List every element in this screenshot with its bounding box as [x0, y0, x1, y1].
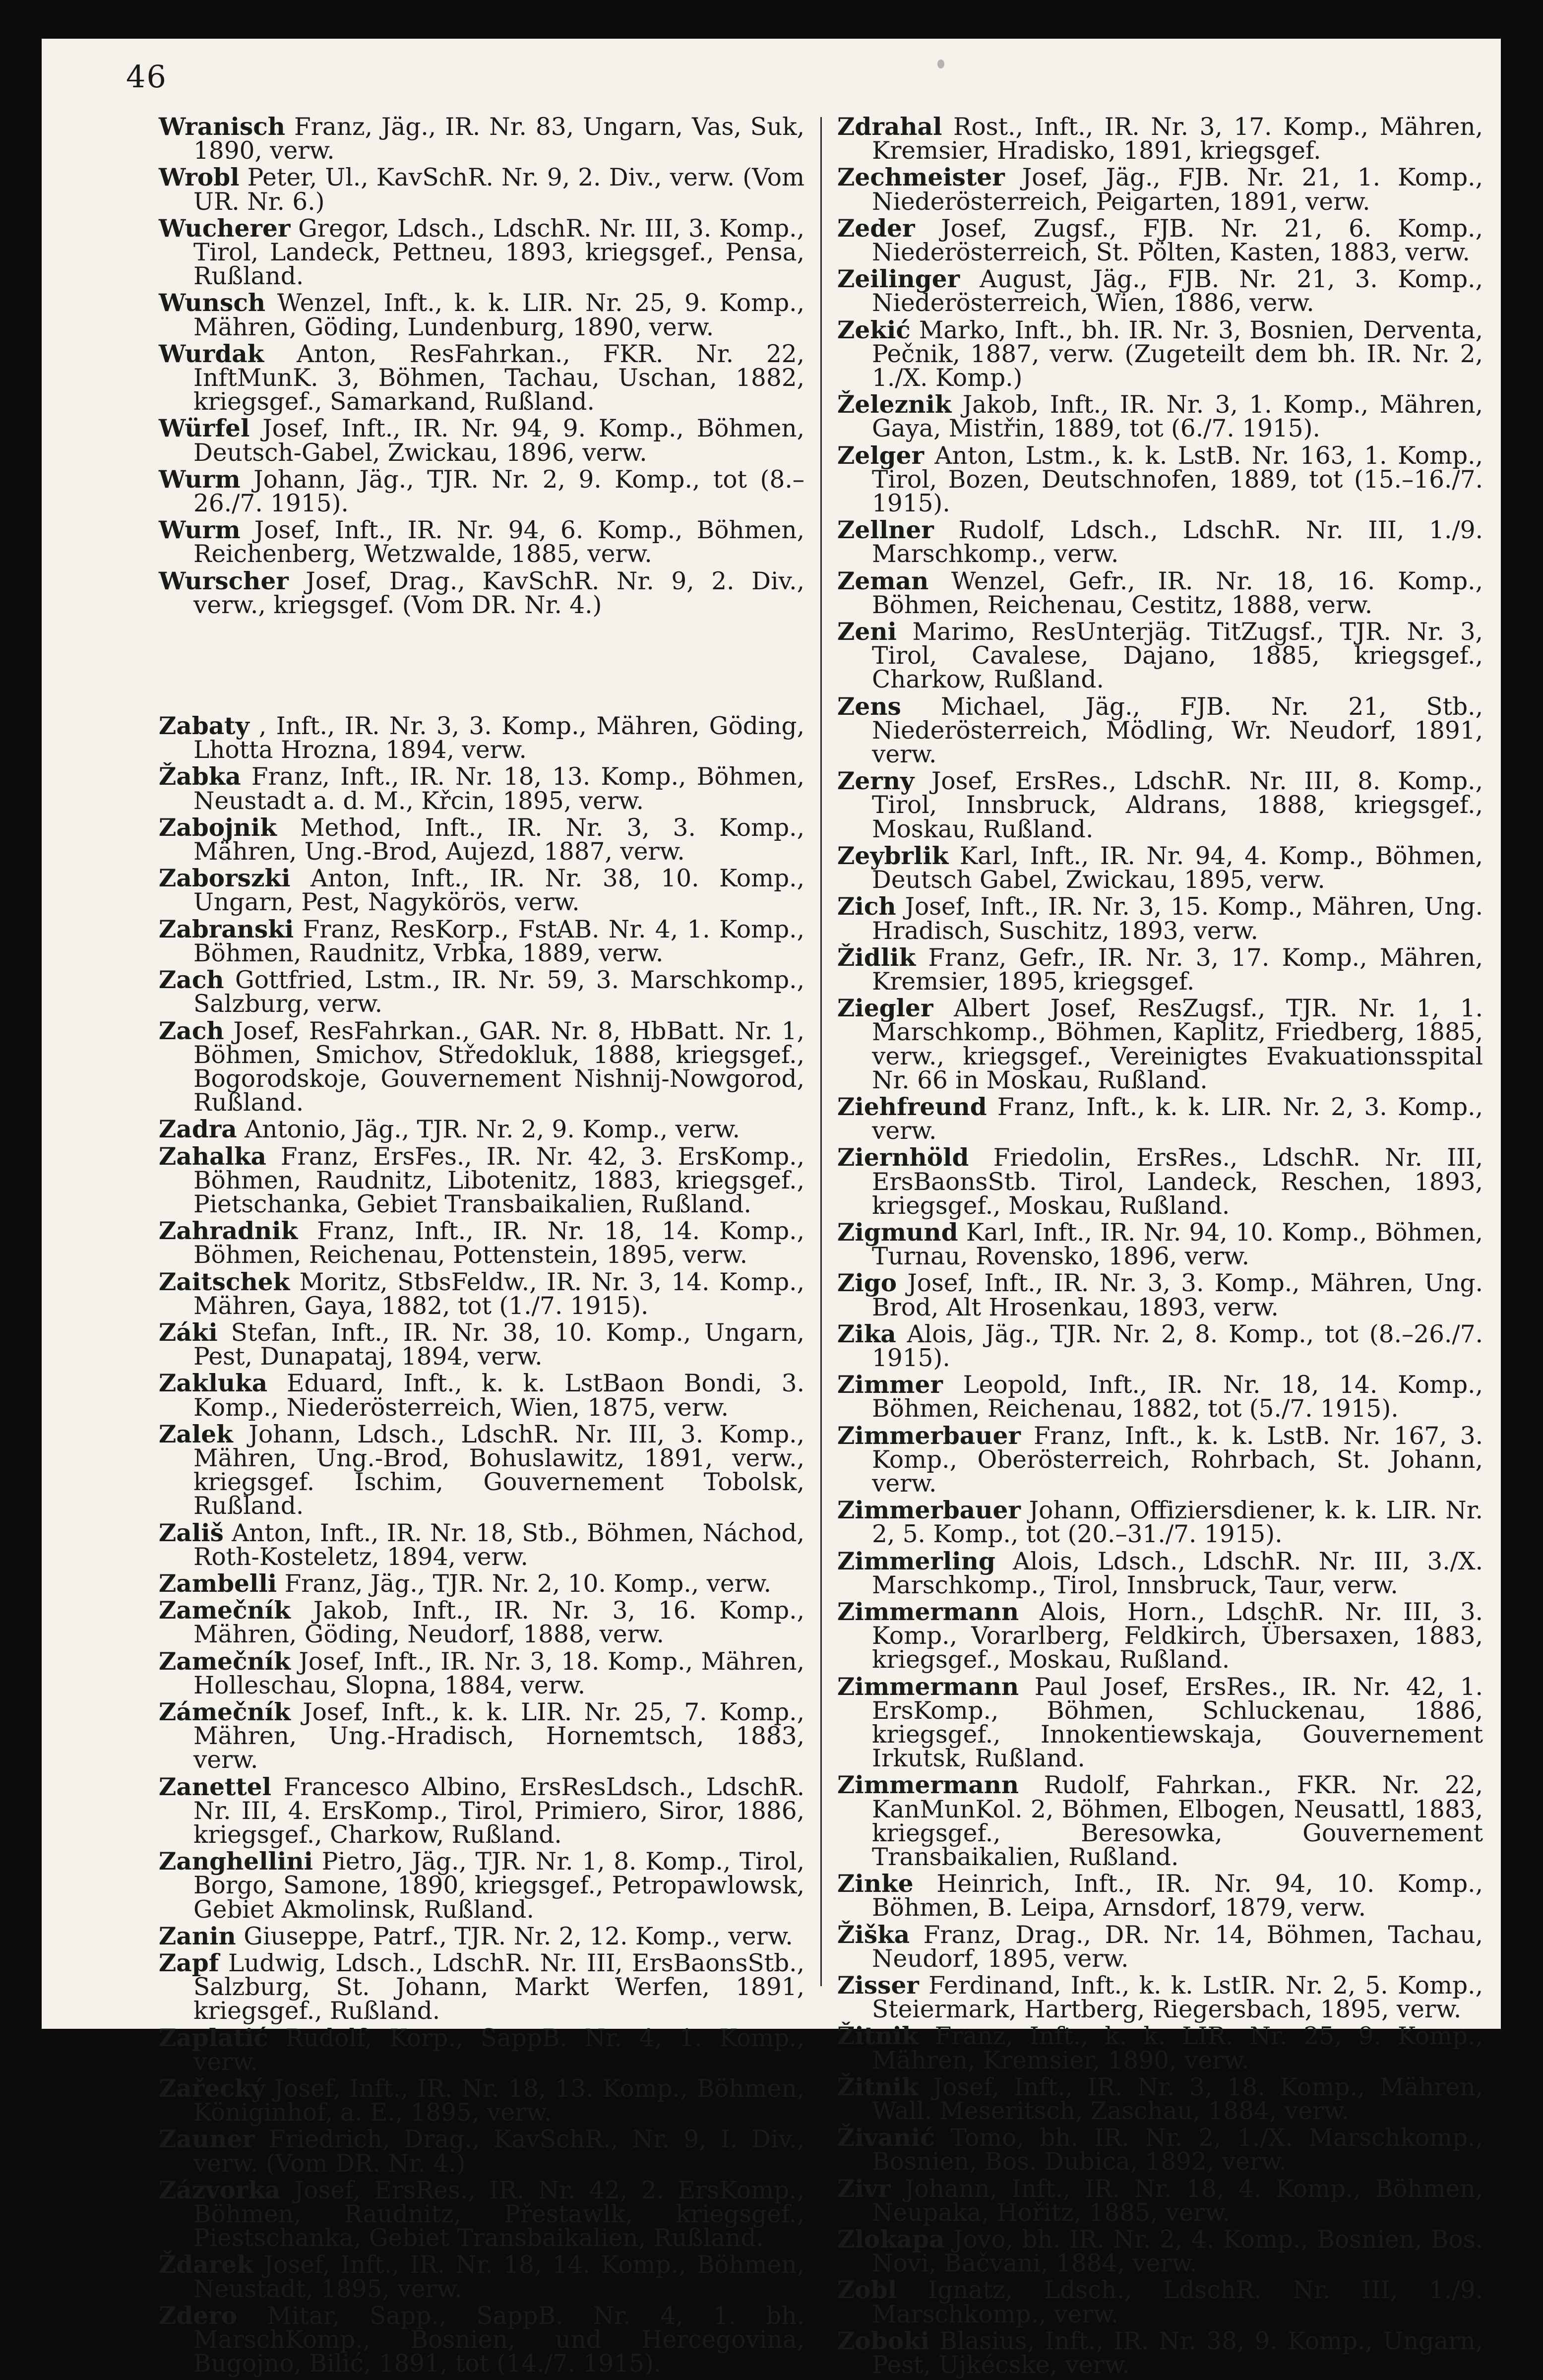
entry-surname: Zechmeister: [837, 163, 1005, 192]
entry-surname: Wurscher: [159, 566, 289, 595]
entry-surname: Zoboki: [837, 2326, 930, 2355]
casualty-entry: [837, 1672, 1483, 1773]
entry-details: Josef, Inft., IR. Nr. 3, 3. Komp., Mähren, Ung. Brod, Alt Hrosenkau, 1893, verw.: [872, 1269, 1483, 1321]
entry-details: Franz, Inft., IR. Nr. 18, 13. Komp., Böhmen, Neustadt a. d. M., Křcin, 1895, verw.: [193, 763, 804, 815]
entry-surname: Zaplatić: [159, 2023, 268, 2052]
entry-surname: Zimmerling: [837, 1547, 995, 1575]
casualty-entry: [837, 2072, 1483, 2126]
entry-details: Franz, Inft., k. k. LIR. Nr. 2, 3. Komp., verw.: [872, 1093, 1483, 1145]
casualty-entry: [837, 1920, 1483, 1973]
entry-details: Leopold, Inft., IR. Nr. 18, 14. Komp., Böhmen, Reichenau, 1882, tot (5./7. 1915).: [872, 1371, 1483, 1423]
entry-details: Gregor, Ldsch., LdschR. Nr. III, 3. Komp., Tirol, Landeck, Pettneu, 1893, kriegsgef., Pensa, Rußland.: [193, 214, 804, 291]
casualty-entry: [837, 1496, 1483, 1549]
entry-details: Method, Inft., IR. Nr. 3, 3. Komp., Mähren, Ung.-Brod, Aujezd, 1887, verw.: [193, 814, 804, 866]
casualty-entry: [837, 692, 1483, 769]
entry-surname: Zivr: [837, 2174, 891, 2203]
entry-surname: Wunsch: [159, 289, 266, 317]
casualty-entry: [159, 1420, 804, 1520]
entry-details: Wenzel, Inft., k. k. LIR. Nr. 25, 9. Komp., Mähren, Göding, Lundenburg, 1890, verw.: [193, 289, 804, 341]
entry-surname: Zach: [159, 966, 224, 995]
casualty-entry: [159, 414, 804, 467]
entry-surname: Zigo: [837, 1269, 897, 1298]
entry-surname: Zamečník: [159, 1647, 291, 1676]
casualty-entry: [159, 339, 804, 416]
entry-surname: Ziegler: [837, 994, 933, 1023]
entry-details: Josef, Inft., IR. Nr. 3, 18. Komp., Mähren, Holleschau, Slopna, 1884, verw.: [193, 1647, 804, 1699]
entry-surname: Zabranski: [159, 915, 294, 943]
entry-surname: Zdrahal: [837, 113, 942, 141]
casualty-entry: [837, 620, 1483, 692]
entry-surname: Zeman: [837, 566, 929, 595]
entry-surname: Zimmermann: [837, 1672, 1019, 1701]
entry-surname: Zanghellini: [159, 1847, 313, 1876]
casualty-entry: [837, 1271, 1483, 1319]
casualty-entry: [837, 2278, 1483, 2326]
entry-surname: Zerny: [837, 767, 915, 796]
casualty-entry: [837, 1597, 1483, 1674]
entry-surname: Zapf: [159, 1949, 219, 1978]
casualty-entry: [159, 1142, 804, 1218]
entry-surname: Zabaty: [159, 712, 249, 741]
right-column: [837, 115, 1483, 2380]
entry-details: Josef, Inft., k. k. LIR. Nr. 25, 7. Komp., Mähren, Ung.-Hradisch, Hornemtsch, 1883, verw.: [193, 1698, 804, 1774]
entry-details: Ferdinand, Inft., k. k. LstIR. Nr. 2, 5. Komp., Steiermark, Hartberg, Riegersbach, 1895, verw.: [872, 1972, 1483, 2024]
entry-details: Heinrich, Inft., IR. Nr. 94, 10. Komp., Böhmen, B. Leipa, Arnsdorf, 1879, verw.: [872, 1870, 1483, 1922]
casualty-entry: [837, 1218, 1483, 1271]
entry-surname: Zanin: [159, 1922, 236, 1950]
casualty-entry: [159, 1318, 804, 1371]
casualty-entry: [159, 465, 804, 518]
entry-surname: Zich: [837, 892, 896, 921]
entry-details: Josef, Drag., KavSchR. Nr. 9, 2. Div., verw., kriegsgef. (Vom DR. Nr. 4.): [193, 567, 804, 619]
entry-details: Josef, ErsRes., IR. Nr. 42, 2. ErsKomp., Böhmen, Raudnitz, Přestawlk, kriegsgef., Piestschanka, Gebiet Transbaikalien, Rußland.: [193, 2176, 804, 2253]
ink-speck: [937, 60, 944, 68]
casualty-entry: [159, 2125, 804, 2178]
entry-surname: Zimmerbauer: [837, 1421, 1021, 1450]
entry-surname: Zadra: [159, 1115, 237, 1144]
casualty-entry: [837, 2126, 1483, 2174]
entry-details: Antonio, Jäg., TJR. Nr. 2, 9. Komp., verw.: [237, 1116, 741, 1144]
entry-surname: Zališ: [159, 1518, 224, 1547]
casualty-entry: [159, 1518, 804, 1571]
entry-surname: Zinke: [837, 1870, 914, 1898]
entry-surname: Žabka: [159, 762, 241, 791]
entry-details: Josef, Inft., IR. Nr. 18, 13. Komp., Böhmen, Königinhof, a. E., 1895, verw.: [193, 2075, 804, 2127]
entry-details: August, Jäg., FJB. Nr. 21, 3. Komp., Niederösterreich, Wien, 1886, verw.: [872, 265, 1483, 317]
section-gap: [159, 620, 804, 714]
entry-surname: Zigmund: [837, 1218, 958, 1247]
entry-details: Paul Josef, ErsRes., IR. Nr. 42, 1. ErsKomp., Böhmen, Schluckenau, 1886, kriegsgef., Innokentiewskaja, Gouvernement Irkutsk, Rußland.: [872, 1673, 1483, 1773]
entry-surname: Zeni: [837, 618, 897, 646]
entry-details: Marko, Inft., bh. IR. Nr. 3, Bosnien, Derventa, Pečnik, 1887, verw. (Zugeteilt dem bh. IR. Nr. 2, 1./X. Komp.): [872, 316, 1483, 392]
casualty-entry: [837, 1143, 1483, 1220]
entry-details: Josef, Inft., IR. Nr. 94, 9. Komp., Böhmen, Deutsch-Gabel, Zwickau, 1896, verw.: [193, 415, 804, 467]
entry-details: Franz, ResKorp., FstAB. Nr. 4, 1. Komp., Böhmen, Raudnitz, Vrbka, 1889, verw.: [193, 915, 804, 967]
entry-details: Franz, Jäg., IR. Nr. 83, Ungarn, Vas, Suk, 1890, verw.: [193, 113, 804, 165]
page-number: 46: [126, 59, 167, 95]
casualty-entry: [837, 2326, 1483, 2380]
entry-details: Marimo, ResUnterjäg. TitZugsf., TJR. Nr. 3, Tirol, Cavalese, Dajano, 1885, kriegsgef., Charkow, Rußland.: [872, 618, 1483, 694]
entry-details: Josef, Zugsf., FJB. Nr. 21, 6. Komp., Niederösterreich, St. Pölten, Kasten, 1883, verw.: [872, 214, 1483, 267]
casualty-entry: [837, 2225, 1483, 2278]
entry-surname: Wranisch: [159, 113, 286, 141]
entry-details: Anton, ResFahrkan., FKR. Nr. 22, InftMunK. 3, Böhmen, Tachau, Uschan, 1882, kriegsgef., Samarkand, Rußland.: [193, 340, 804, 416]
entry-details: Mitar, Sapp., SappB. Nr. 4, 1. bh. MarschKomp., Bosnien, und Hercegovina, Bugojno, Bilić, 1891, tot (14./7. 1915).: [193, 2302, 804, 2378]
entry-details: Franz, Inft., IR. Nr. 18, 14. Komp., Böhmen, Reichenau, Pottenstein, 1895, verw.: [193, 1217, 804, 1269]
entry-details: Anton, Inft., IR. Nr. 38, 10. Komp., Ungarn, Pest, Nagykörös, verw.: [193, 865, 804, 917]
entry-surname: Zeilinger: [837, 265, 960, 294]
casualty-entry: [159, 1219, 804, 1267]
entry-details: Tomo, bh. IR. Nr. 2, 1./X. Marschkomp., Bosnien, Bos. Dubica, 1892, verw.: [872, 2124, 1483, 2176]
casualty-entry: [837, 214, 1483, 267]
left-column: [159, 115, 804, 2379]
casualty-entry: [159, 762, 804, 815]
entry-details: Johann, Offiziersdiener, k. k. LIR. Nr. 2, 5. Komp., tot (20.–31./7. 1915).: [872, 1497, 1483, 1549]
casualty-entry: [159, 518, 804, 566]
entry-surname: Zimmerbauer: [837, 1496, 1021, 1525]
casualty-entry: [159, 2301, 804, 2378]
casualty-entry: [837, 769, 1483, 841]
entry-details: Josef, Inft., IR. Nr. 3, 15. Komp., Mähren, Ung. Hradisch, Suschitz, 1893, verw.: [872, 893, 1483, 945]
entry-details: Josef, Inft., IR. Nr. 3, 18. Komp., Mähren, Wall. Meseritsch, Zaschau, 1884, verw.: [872, 2073, 1483, 2126]
casualty-entry: [837, 315, 1483, 392]
entry-details: Ludwig, Ldsch., LdschR. Nr. III, ErsBaonsStb., Salzburg, St. Johann, Markt Werfen, 1891, kriegsgef., Rußland.: [193, 1949, 804, 2025]
entry-surname: Zaborszki: [159, 864, 291, 893]
casualty-entry: [837, 1092, 1483, 1145]
entry-details: Rudolf, Fahrkan., FKR. Nr. 22, KanMunKol. 2, Böhmen, Elbogen, Neusattl, 1883, kriegsgef., Beresowka, Gouvernement Transbaikalien, Rußland.: [872, 1771, 1483, 1872]
entry-surname: Záki: [159, 1318, 218, 1347]
entry-details: Johann, Jäg., TJR. Nr. 2, 9. Komp., tot (8.–26./7. 1915).: [193, 465, 804, 518]
entry-details: Anton, Lstm., k. k. LstB. Nr. 163, 1. Komp., Tirol, Bozen, Deutschnofen, 1889, tot (15.–16./7. 1915).: [872, 441, 1483, 518]
casualty-entry: [837, 1547, 1483, 1599]
entry-surname: Ziernhöld: [837, 1143, 969, 1172]
casualty-entry: [837, 2174, 1483, 2227]
casualty-entry: [837, 267, 1483, 315]
entry-details: Karl, Inft., IR. Nr. 94, 10. Komp., Böhmen, Turnau, Rovensko, 1896, verw.: [872, 1218, 1483, 1271]
casualty-entry: [159, 1922, 804, 1950]
entry-surname: Zakluka: [159, 1369, 268, 1398]
entry-details: Blasius, Inft., IR. Nr. 38, 9. Komp., Ungarn, Pest, Ujkécske, verw.: [872, 2327, 1483, 2380]
entry-details: Rudolf, Ldsch., LdschR. Nr. III, 1./9. Marschkomp., verw.: [872, 516, 1483, 568]
entry-details: Giuseppe, Patrf., TJR. Nr. 2, 12. Komp., verw.: [236, 1922, 793, 1950]
casualty-entry: [837, 841, 1483, 894]
entry-surname: Wurm: [159, 465, 241, 494]
entry-details: Michael, Jäg., FJB. Nr. 21, Stb., Niederösterreich, Mödling, Wr. Neudorf, 1891, verw.: [872, 692, 1483, 769]
casualty-entry: [837, 1771, 1483, 1872]
casualty-entry: [837, 163, 1483, 216]
entry-details: Jakob, Inft., IR. Nr. 3, 16. Komp., Mähren, Göding, Neudorf, 1888, verw.: [193, 1597, 804, 1649]
entry-details: Eduard, Inft., k. k. LstBaon Bondi, 3. Komp., Niederösterreich, Wien, 1875, verw.: [193, 1370, 804, 1422]
entry-surname: Žitnik: [837, 2022, 919, 2051]
entry-details: Josef, ErsRes., LdschR. Nr. III, 8. Komp., Tirol, Innsbruck, Aldrans, 1888, kriegsgef., Moskau, Rußland.: [872, 767, 1483, 843]
entry-details: Friedolin, ErsRes., LdschR. Nr. III, ErsBaonsStb. Tirol, Landeck, Reschen, 1893, kriegsgef., Moskau, Rußland.: [872, 1144, 1483, 1220]
entry-surname: Zahalka: [159, 1142, 266, 1171]
entry-surname: Zobl: [837, 2276, 897, 2305]
casualty-entry: [837, 994, 1483, 1094]
casualty-entry: [159, 968, 804, 1016]
entry-surname: Zařecký: [159, 2074, 265, 2103]
entry-surname: Wurm: [159, 516, 241, 545]
entry-surname: Zahradnik: [159, 1217, 298, 1246]
casualty-entry: [837, 115, 1483, 163]
entry-details: Jovo, bh. IR. Nr. 2, 4. Komp., Bosnien, Bos. Novi, Bačvani, 1884, verw.: [872, 2226, 1483, 2278]
entry-details: Jakob, Inft., IR. Nr. 3, 1. Komp., Mähren, Gaya, Mistřin, 1889, tot (6./7. 1915).: [872, 391, 1483, 443]
casualty-entry: [159, 1596, 804, 1649]
entry-surname: Zaitschek: [159, 1267, 290, 1296]
entry-details: Karl, Inft., IR. Nr. 94, 4. Komp., Böhmen, Deutsch Gabel, Zwickau, 1895, verw.: [872, 842, 1483, 894]
casualty-entry: [159, 1951, 804, 2023]
casualty-entry: [837, 943, 1483, 996]
casualty-entry: [159, 214, 804, 291]
entry-surname: Zeybrlik: [837, 841, 949, 870]
casualty-entry: [159, 115, 804, 163]
entry-surname: Zamečník: [159, 1596, 291, 1625]
casualty-entry: [837, 518, 1483, 566]
entry-details: Moritz, StbsFeldw., IR. Nr. 3, 14. Komp., Mähren, Gaya, 1882, tot (1./7. 1915).: [193, 1268, 804, 1320]
entry-details: Francesco Albino, ErsResLdsch., LdschR. Nr. III, 4. ErsKomp., Tirol, Primiero, Siror, 1886, kriegsgef., Charkow, Rußland.: [193, 1773, 804, 1849]
entry-details: Johann, Ldsch., LdschR. Nr. III, 3. Komp., Mähren, Ung.-Brod, Bohuslawitz, 1891, verw., kriegsgef. Ischim, Gouvernement Tobolsk, Rußland.: [193, 1420, 804, 1520]
entry-surname: Železnik: [837, 390, 952, 419]
entry-details: Josef, Jäg., FJB. Nr. 21, 1. Komp., Niederösterreich, Peigarten, 1891, verw.: [872, 164, 1483, 216]
entry-details: Franz, ErsFes., IR. Nr. 42, 3. ErsKomp., Böhmen, Raudnitz, Libotenitz, 1883, kriegsgef., Pietschanka, Gebiet Transbaikalien, Rußland.: [193, 1142, 804, 1218]
casualty-entry: [159, 813, 804, 866]
casualty-entry: [837, 566, 1483, 619]
entry-details: Franz, Inft., k. k. LIR. Nr. 25, 9. Komp., Mähren, Kremsier, 1890, verw.: [872, 2022, 1483, 2074]
casualty-entry: [837, 1319, 1483, 1372]
entry-details: Pietro, Jäg., TJR. Nr. 1, 8. Komp., Tirol, Borgo, Samone, 1890, kriegsgef., Petropawlowsk, Gebiet Akmolinsk, Rußland.: [193, 1848, 804, 1924]
casualty-entry: [837, 441, 1483, 518]
entry-details: Franz, Gefr., IR. Nr. 3, 17. Komp., Mähren, Kremsier, 1895, kriegsgef.: [872, 943, 1483, 996]
casualty-entry: [159, 1569, 804, 1598]
entry-surname: Zens: [837, 692, 901, 721]
entry-surname: Zauner: [159, 2125, 255, 2154]
entry-surname: Zisser: [837, 1971, 919, 2000]
entry-surname: Zázvorka: [159, 2176, 281, 2204]
casualty-entry: [837, 1872, 1483, 1920]
entry-details: Josef, Inft., IR. Nr. 94, 6. Komp., Böhmen, Reichenberg, Wetzwalde, 1885, verw.: [193, 516, 804, 568]
entry-details: Stefan, Inft., IR. Nr. 38, 10. Komp., Ungarn, Pest, Dunapataj, 1894, verw.: [193, 1318, 804, 1371]
entry-details: Gottfried, Lstm., IR. Nr. 59, 3. Marschkomp., Salzburg, verw.: [193, 966, 804, 1018]
entry-surname: Zlokapa: [837, 2225, 945, 2254]
casualty-entry: [837, 1971, 1483, 2024]
entry-surname: Zambelli: [159, 1569, 277, 1598]
entry-details: , Inft., IR. Nr. 3, 3. Komp., Mähren, Göding, Lhotta Hrozna, 1894, verw.: [193, 712, 804, 764]
entry-details: Alois, Horn., LdschR. Nr. III, 3. Komp., Vorarlberg, Feldkirch, Übersaxen, 1883, kriegsgef., Moskau, Rußland.: [872, 1598, 1483, 1674]
entry-surname: Zalek: [159, 1420, 233, 1448]
casualty-entry: [159, 864, 804, 917]
entry-details: Josef, ResFahrkan., GAR. Nr. 8, HbBatt. Nr. 1, Böhmen, Smichov, Středokluk, 1888, kriegsgef., Bogorodskoje, Gouvernement Nishnij-Nowgorod, Rußland.: [193, 1017, 804, 1117]
entry-surname: Ždarek: [159, 2251, 253, 2279]
entry-surname: Zellner: [837, 516, 934, 545]
entry-surname: Zach: [159, 1016, 224, 1045]
entry-surname: Würfel: [159, 414, 250, 443]
entry-surname: Wucherer: [159, 214, 291, 243]
entry-details: Friedrich, Drag., KavSchR., Nr. 9, I. Div., verw. (Vom DR. Nr. 4.): [193, 2126, 804, 2178]
entry-surname: Zimmermann: [837, 1597, 1019, 1626]
casualty-entry: [159, 1115, 804, 1144]
casualty-entry: [159, 1847, 804, 1924]
casualty-entry: [837, 1373, 1483, 1421]
entry-details: Wenzel, Gefr., IR. Nr. 18, 16. Komp., Böhmen, Reichenau, Cestitz, 1888, verw.: [872, 567, 1483, 619]
entry-surname: Ziehfreund: [837, 1092, 987, 1121]
entry-surname: Zanettel: [159, 1772, 272, 1801]
casualty-entry: [159, 1369, 804, 1422]
entry-details: Franz, Jäg., TJR. Nr. 2, 10. Komp., verw.: [277, 1569, 772, 1598]
entry-surname: Živanić: [837, 2124, 935, 2152]
casualty-entry: [159, 2074, 804, 2127]
casualty-entry: [159, 1772, 804, 1849]
entry-surname: Zdero: [159, 2301, 238, 2330]
column-divider: [820, 117, 822, 1986]
casualty-entry: [837, 1421, 1483, 1498]
casualty-entry: [159, 163, 804, 216]
entry-surname: Židlik: [837, 943, 916, 972]
casualty-entry: [159, 1267, 804, 1320]
casualty-entry: [159, 915, 804, 967]
entry-surname: Zelger: [837, 441, 925, 470]
entry-details: Ignatz, Ldsch., LdschR. Nr. III, 1./9. Marschkomp., verw.: [872, 2276, 1483, 2328]
entry-surname: Wrobl: [159, 163, 240, 192]
entry-details: Franz, Inft., k. k. LstB. Nr. 167, 3. Komp., Oberösterreich, Rohrbach, St. Johann, verw.: [872, 1422, 1483, 1498]
entry-details: Rudolf, Korp., SappB. Nr. 4, 1. Komp., verw.: [193, 2024, 804, 2076]
entry-details: Rost., Inft., IR. Nr. 3, 17. Komp., Mähren, Kremsier, Hradisko, 1891, kriegsgef.: [872, 113, 1483, 165]
entry-details: Franz, Drag., DR. Nr. 14, Böhmen, Tachau, Neudorf, 1895, verw.: [872, 1921, 1483, 1973]
entry-details: Josef, Inft., IR. Nr. 18, 14. Komp., Böhmen, Neustadt, 1895, verw.: [193, 2251, 804, 2303]
entry-surname: Žiška: [837, 1920, 910, 1949]
entry-surname: Zimmermann: [837, 1771, 1019, 1800]
entry-details: Albert Josef, ResZugsf., TJR. Nr. 1, 1. Marschkomp., Böhmen, Kaplitz, Friedberg, 1885, verw., kriegsgef., Vereinigtes Evakuationsspital Nr. 66 in Moskau, Rußland.: [872, 995, 1483, 1094]
casualty-entry: [159, 2176, 804, 2253]
entry-surname: Zekić: [837, 315, 911, 344]
entry-details: Alois, Ldsch., LdschR. Nr. III, 3./X. Marschkomp., Tirol, Innsbruck, Taur, verw.: [872, 1547, 1483, 1599]
entry-details: Alois, Jäg., TJR. Nr. 2, 8. Komp., tot (8.–26./7. 1915).: [872, 1320, 1483, 1372]
casualty-entry: [159, 1697, 804, 1774]
casualty-entry: [837, 892, 1483, 945]
entry-surname: Zika: [837, 1319, 896, 1348]
casualty-entry: [837, 2024, 1483, 2072]
casualty-entry: [159, 714, 804, 762]
casualty-entry: [837, 390, 1483, 443]
entry-surname: Wurdak: [159, 339, 264, 368]
casualty-entry: [159, 2023, 804, 2076]
casualty-entry: [159, 291, 804, 339]
casualty-entry: [159, 2253, 804, 2301]
entry-surname: Zámečník: [159, 1697, 291, 1726]
entry-surname: Zeder: [837, 214, 915, 243]
casualty-entry: [159, 566, 804, 619]
entry-details: Peter, Ul., KavSchR. Nr. 9, 2. Div., verw. (Vom UR. Nr. 6.): [193, 164, 804, 216]
casualty-entry: [159, 1647, 804, 1699]
entry-details: Anton, Inft., IR. Nr. 18, Stb., Böhmen, Náchod, Roth-Kosteletz, 1894, verw.: [193, 1519, 804, 1571]
entry-surname: Zabojnik: [159, 813, 277, 842]
entry-surname: Zimmer: [837, 1371, 943, 1399]
entry-details: Johann, Inft., IR. Nr. 18, 4. Komp., Böhmen, Neupaka, Hořitz, 1885, verw.: [872, 2175, 1483, 2227]
entry-surname: Žitnik: [837, 2072, 919, 2101]
casualty-entry: [159, 1016, 804, 1117]
